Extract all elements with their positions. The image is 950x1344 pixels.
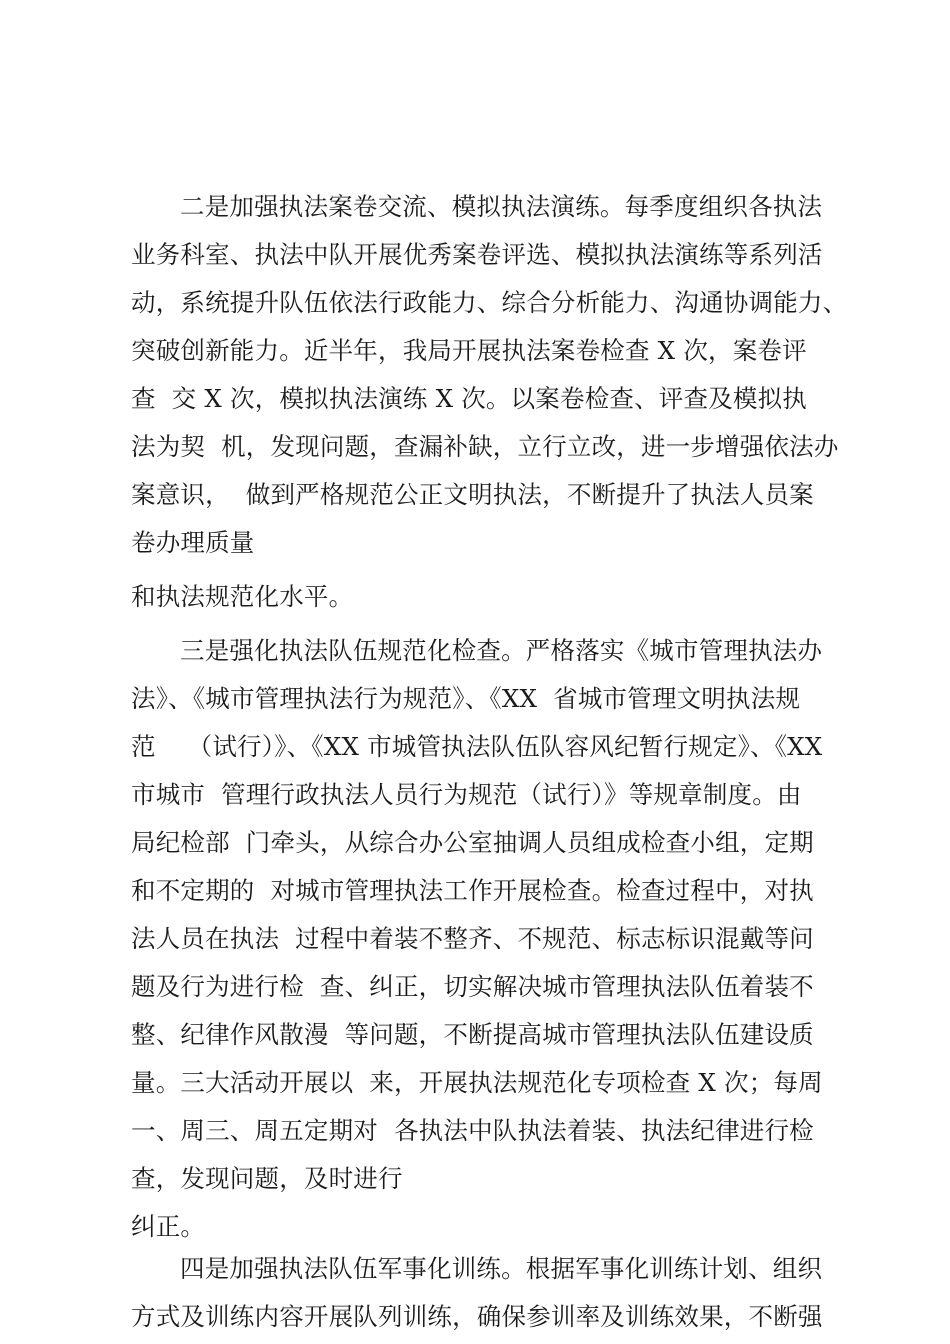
text-line: 整、纪律作风散漫 等问题，不断提高城市管理执法队伍建设质: [131, 1020, 814, 1050]
text-line: 法为契 机，发现问题，查漏补缺，立行立改，进一步增强依法办: [131, 432, 839, 462]
text-line: 市城市 管理行政执法人员行为规范（试行）》等规章制度。由: [131, 779, 802, 809]
text-line: 法》、《城市管理执法行为规范》、《XX 省城市管理文明执法规: [131, 683, 801, 713]
text-line: 方式及训练内容开展队列训练，确保参训率及训练效果，不断强: [131, 1302, 823, 1331]
text-line: 一、周三、周五定期对 各执法中队执法着装、执法纪律进行检: [131, 1116, 814, 1146]
text-line: 二是加强执法案卷交流、模拟执法演练。每季度组织各执法: [180, 192, 823, 221]
text-line: 三是强化执法队伍规范化检查。严格落实《城市管理执法办: [180, 635, 823, 665]
text-line: 范 （试行）》、《XX 市城管执法队伍队容风纪暂行规定》、《XX: [131, 731, 823, 761]
text-line: 业务科室、执法中队开展优秀案卷评选、模拟执法演练等系列活: [131, 240, 823, 270]
text-line: 查 交 X 次，模拟执法演练 X 次。以案卷检查、评查及模拟执: [131, 384, 808, 414]
text-line: 突破创新能力。近半年，我局开展执法案卷检查 X 次，案卷评: [131, 336, 807, 366]
text-line: 卷办理质量: [131, 528, 255, 558]
text-line: 查，发现问题，及时进行: [131, 1164, 403, 1194]
text-line: 动，系统提升队伍依法行政能力、综合分析能力、沟通协调能力、: [131, 288, 848, 318]
text-line: 题及行为进行检 查、纠正，切实解决城市管理执法队伍着装不: [131, 972, 814, 1002]
text-line: 纠正。: [131, 1212, 206, 1242]
text-line: 法人员在执法 过程中着装不整齐、不规范、标志标识混戴等问: [131, 923, 814, 953]
text-line: 四是加强执法队伍军事化训练。根据军事化训练计划、组织: [180, 1253, 823, 1283]
text-line: 和执法规范化水平。: [131, 582, 354, 612]
text-line: 量。三大活动开展以 来，开展执法规范化专项检查 X 次；每周: [131, 1068, 823, 1098]
text-line: 局纪检部 门牵头，从综合办公室抽调人员组成检查小组，定期: [131, 827, 814, 857]
text-line: 和不定期的 对城市管理执法工作开展检查。检查过程中，对执: [131, 875, 814, 905]
text-line: 案意识， 做到严格规范公正文明执法，不断提升了执法人员案: [131, 480, 814, 510]
